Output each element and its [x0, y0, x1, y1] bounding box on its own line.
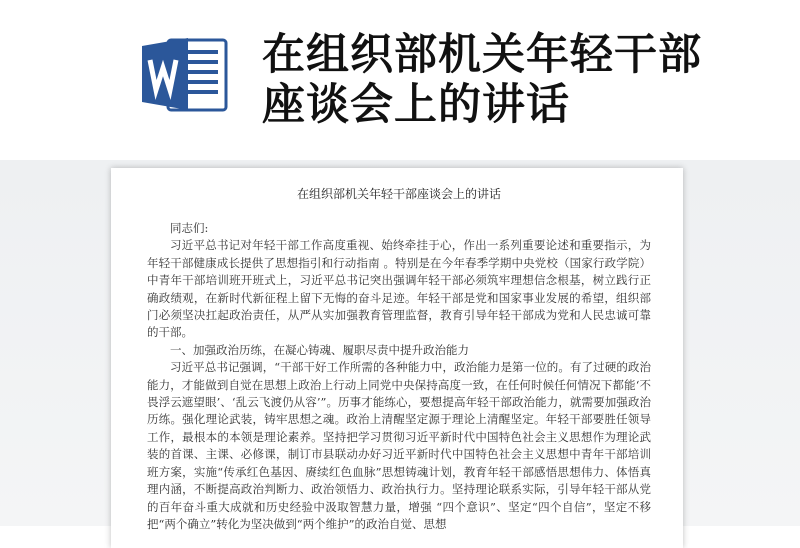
- section-heading: 一、加强政治历练，在凝心铸魂、履职尽责中提升政治能力: [170, 342, 469, 357]
- paragraph: 习近平总书记对年轻干部工作高度重视、始终牵挂于心，作出一系列重要论述和重要指示，为年轻干部健康成长提供了思想指引和行动指南 。特别是在今年春季学期中央党校（国家行政学院）中青年干部培训班开班式上，习近平总书记突出强调年轻干部必须筑牢理想信念根基，树立践行正确政绩观，在新时代新征程上留下无悔的奋斗足迹。年轻干部是党和国家事业发展的希望，组织部门必须坚决扛起政治责任，从严从实加强教育管理监督，教育引导年轻干部成为党和人民忠诚可靠的干部。: [147, 238, 651, 340]
- document-body: [147, 186, 651, 533]
- page-title: 在组织部机关年轻干部座谈会上的讲话: [262, 30, 702, 130]
- salutation: 同志们:: [170, 221, 209, 235]
- document-page: [111, 168, 683, 548]
- document-title: 在组织部机关年轻干部座谈会上的讲话: [296, 187, 501, 201]
- word-document-icon: [138, 34, 232, 114]
- paragraph: 习近平总书记强调，“干部干好工作所需的各种能力中，政治能力是第一位的。有了过硬的政治能力，才能做到自觉在思想上政治上行动上同党中央保持高度一致，在任何时候任何情况下都能‘不畏浮云遮望眼’、‘乱云飞渡仍从容’”。历事才能练心，要想提高年轻干部政治能力，就需要加强政治历练。强化理论武装，铸牢思想之魂。政治上清醒坚定源于理论上清醒坚定。年轻干部要胜任领导工作，最根本的本领是理论素养。坚持把学习贯彻习近平新时代中国特色社会主义思想作为理论武装的首课、主课、必修课，制订市县联动办好习近平新时代中国特色社会主义思想中青年干部培训班方案，实施“传承红色基因、赓续红色血脉”思想铸魂计划，教育年轻干部感悟思想伟力、体悟真理内涵，不断提高政治判断力、政治领悟力、政治执行力。坚持理论联系实际，引导年轻干部从党的百年奋斗重大成就和历史经验中汲取智慧力量，增强 “四个意识”、坚定“四个自信”，坚定不移把“两个确立”转化为坚决做到“两个维护”的政治自觉、思想: [147, 360, 651, 531]
- header-banner: [0, 0, 800, 160]
